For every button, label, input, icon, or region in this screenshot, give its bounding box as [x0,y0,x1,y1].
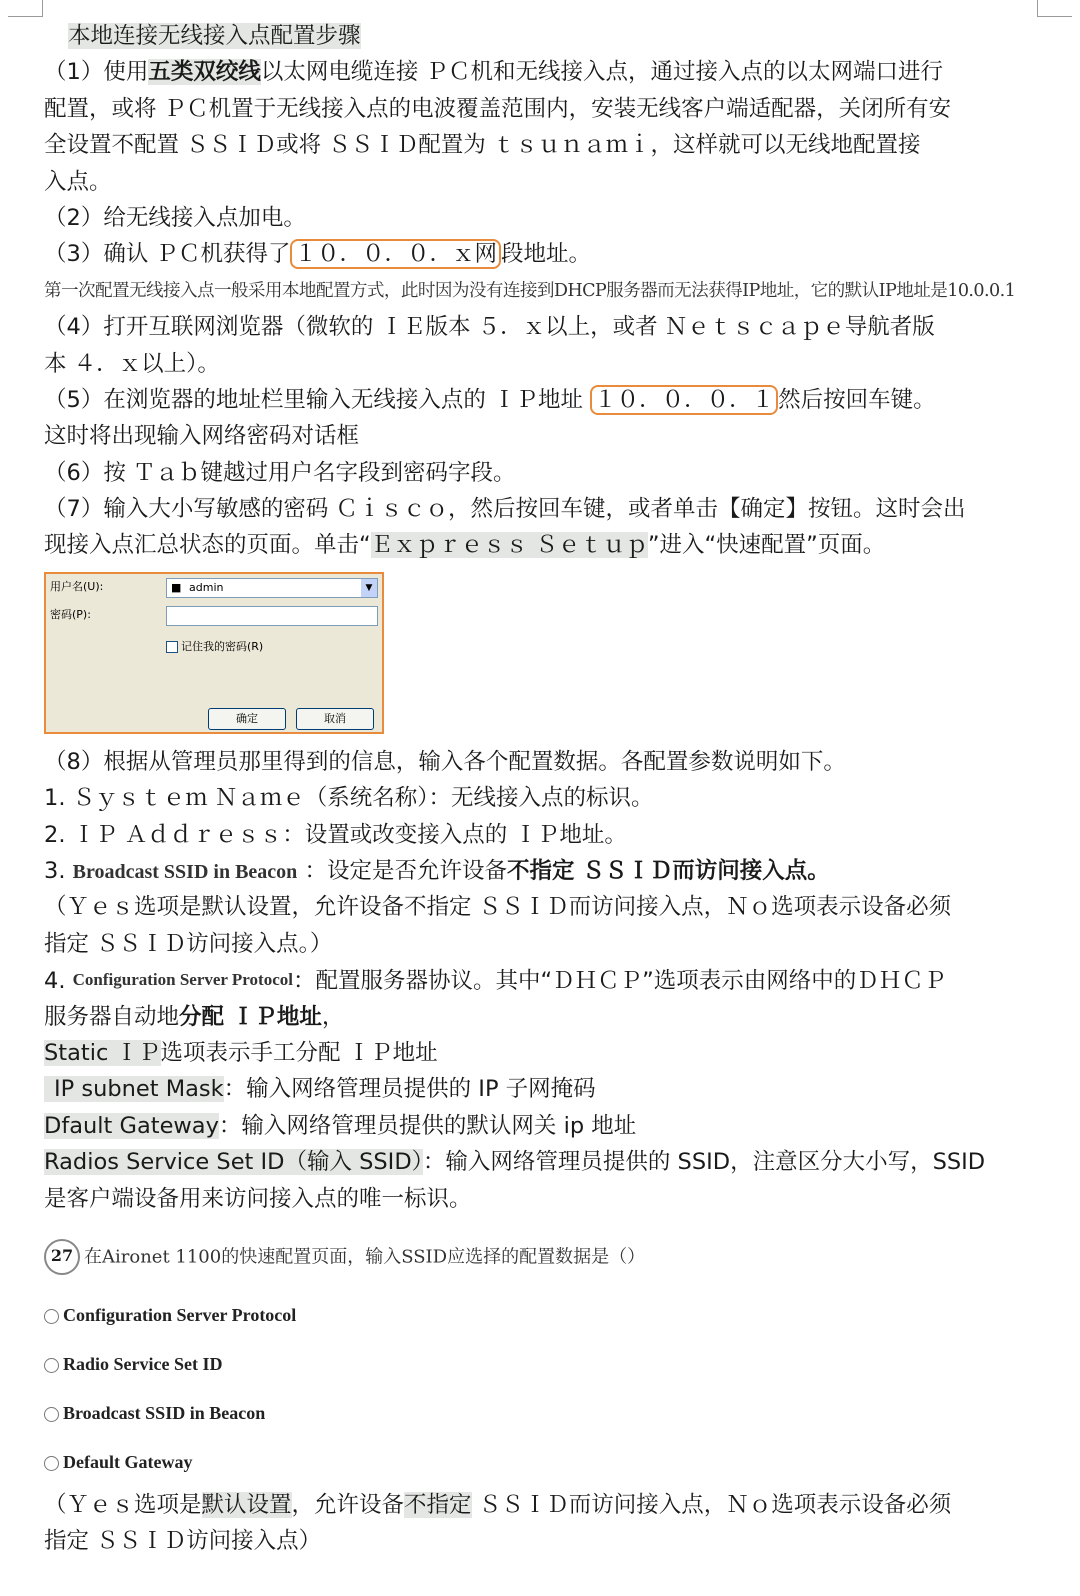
user-icon: ■ [171,580,182,594]
broadcast-ssid-desc-2: 指定 ＳＳＩＤ访问接入点。） [44,930,333,957]
radio-ssid-desc: 是客户端设备用来访问接入点的唯一标识。 [44,1185,472,1212]
option-label: Configuration Server Protocol [63,1304,297,1325]
option-radio-service-set-id[interactable] [44,1340,1044,1389]
option-label: Default Gateway [63,1451,193,1472]
step-1-line-4: 入点。 [44,168,112,195]
step-6: （6）按 Ｔａｂ键越过用户名字段到密码字段。 [44,459,516,486]
text: （3）确认 ＰＣ机获得了 [44,241,291,268]
chevron-down-icon[interactable]: ▼ [361,579,377,597]
page-corner-mark-right [1037,0,1072,17]
checkbox-icon[interactable] [166,641,178,653]
text: ”进入“快速配置”页面。 [647,532,886,559]
param-broadcast-ssid [44,853,1044,889]
remember-password-checkbox[interactable] [166,638,263,654]
text: ：输入网络管理员提供的 IP 子网掩码 [223,1076,596,1103]
param-static-ip [44,1035,1044,1071]
text: 选项表示手工分配 ＩＰ地址 [160,1039,438,1066]
password-label: 密码(P): [50,607,91,621]
step-1-line-1 [44,54,1044,90]
step-7-line-2 [44,527,1044,563]
option-label: Broadcast SSID in Beacon [63,1402,266,1423]
remember-label: 记住我的密码(R) [181,639,264,653]
config-server-protocol-label: Configuration Server Protocol [72,970,293,990]
param-ip-address: 2. ＩＰ Ａｄｄｒｅｓｓ：设置或改变接入点的 ＩＰ地址。 [44,821,627,848]
cancel-button[interactable]: 取消 [296,708,374,730]
question-options [44,1291,1044,1487]
option-label: Radio Service Set ID [63,1353,223,1374]
radio-icon[interactable] [44,1407,59,1422]
footer-note-line-1 [44,1487,1044,1523]
text: （5）在浏览器的地址栏里输入无线接入点的 ＩＰ地址 [44,386,583,413]
text: ，允许设备 [291,1491,405,1518]
radio-icon[interactable] [44,1358,59,1373]
bold-text: 不指定 ＳＳＩＤ而访问接入点。 [506,858,830,885]
text: （1）使用 [44,59,149,86]
text: ：输入网络管理员提供的 SSID，注意区分大小写，SSID [422,1149,986,1176]
username-field[interactable] [166,578,378,598]
step-8: （8）根据从管理员那里得到的信息，输入各个配置数据。各配置参数说明如下。 [44,748,846,775]
step-5-line-2: 这时将出现输入网络密码对话框 [44,423,360,450]
document-body [44,18,1044,1560]
static-ip-highlight: Static ＩＰ [44,1039,161,1066]
radio-icon[interactable] [44,1456,59,1471]
question-27 [44,1231,1044,1283]
step-3 [44,236,1044,272]
step-1-line-3: 全设置不配置 ＳＳＩＤ或将 ＳＳＩＤ配置为 ｔｓｕｎａｍｉ，这样就可以无线地配置接 [44,132,921,159]
radio-ssid-highlight: Radios Service Set ID（输入 SSID） [44,1149,423,1176]
text: ， [321,1003,345,1030]
broadcast-ssid-desc-1: （Ｙｅｓ选项是默认设置，允许设备不指定 ＳＳＩＤ而访问接入点，Ｎｏ选项表示设备必须 [44,894,952,921]
step-1-line-2: 配置，或将 ＰＣ机置于无线接入点的电波覆盖范围内，安装无线客户端适配器，关闭所有安 [44,95,952,122]
gateway-highlight: Dfault Gateway [44,1112,219,1139]
param-system-name: 1. Ｓｙｓｔｅｍ Ｎａｍｅ（系统名称）：无线接入点的标识。 [44,785,654,812]
text: 4. [44,968,66,995]
option-broadcast-ssid[interactable] [44,1389,1044,1438]
login-dialog-screenshot [44,572,384,734]
page-corner-mark-left [8,0,43,17]
param-subnet-mask [44,1071,1044,1107]
bold-highlight: 五类双绞线 [148,59,261,86]
step-4-line-2: 本 ４．ｘ以上）。 [44,350,220,377]
doc-title [44,18,1044,54]
step-7-line-1: （7）输入大小写敏感的密码 Ｃｉｓｃｏ，然后按回车键，或者单击【确定】按钮。这时会出 [44,496,966,523]
param-config-server-protocol [44,962,1044,998]
text: 然后按回车键。 [778,386,936,413]
text: 服务器自动地 [44,1003,180,1030]
config-server-protocol-desc [44,999,1044,1035]
step-5-line-1 [44,382,1044,418]
text: ：输入网络管理员提供的默认网关 ip 地址 [218,1112,637,1139]
option-default-gateway[interactable] [44,1438,1044,1487]
text: 以太网电缆连接 ＰＣ机和无线接入点，通过接入点的以太网端口进行 [260,59,943,86]
text: 现接入点汇总状态的页面。单击“ [44,532,371,559]
radio-icon[interactable] [44,1309,59,1324]
text: ＳＳＩＤ而访问接入点，Ｎｏ选项表示设备必须 [471,1491,952,1518]
subnet-mask-highlight: IP subnet Mask [44,1076,224,1102]
text: 3. [44,858,66,885]
not-specify-highlight: 不指定 [404,1491,472,1518]
text: （Ｙｅｓ选项是 [44,1491,202,1518]
username-label: 用户名(U): [50,579,104,593]
ok-button[interactable]: 确定 [208,708,286,730]
default-setting-highlight: 默认设置 [201,1491,292,1518]
default-ip-note: 第一次配置无线接入点一般采用本地配置方式，此时因为没有连接到DHCP服务器而无法获得IP地址，它的默认IP地址是10.0.0.1 [44,280,1016,301]
broadcast-ssid-label: Broadcast SSID in Beacon [72,861,298,884]
text: ：设定是否允许设备 [304,858,507,885]
step-2: （2）给无线接入点加电。 [44,204,306,231]
text: 段地址。 [500,241,591,268]
footer-note-line-2: 指定 ＳＳＩＤ访问接入点） [44,1528,322,1555]
username-value: admin [189,580,224,594]
password-field[interactable] [166,606,378,626]
option-config-server-protocol[interactable] [44,1291,1044,1340]
question-number: 27 [44,1239,80,1275]
title-text: 本地连接无线接入点配置步骤 [68,23,361,49]
param-default-gateway [44,1108,1044,1144]
text: ：配置服务器协议。其中“ＤＨＣＰ”选项表示由网络中的ＤＨＣＰ [292,968,947,995]
ip-range-annotation: １０．０．０．ｘ网 [290,239,501,269]
param-radio-ssid [44,1144,1044,1180]
question-text: 在Aironet 1100的快速配置页面，输入SSID应选择的配置数据是（） [84,1246,646,1268]
bold-text: 分配 ＩＰ地址 [179,1003,322,1030]
default-ip-annotation: １０．０．０．１ [590,385,778,415]
express-setup-highlight: Ｅｘｐｒｅｓｓ Ｓｅｔｕｐ [370,532,648,559]
step-4-line-1: （4）打开互联网浏览器（微软的 ＩＥ版本 ５．ｘ以上，或者 Ｎｅｔｓｃａｐｅ导航者版 [44,314,935,341]
